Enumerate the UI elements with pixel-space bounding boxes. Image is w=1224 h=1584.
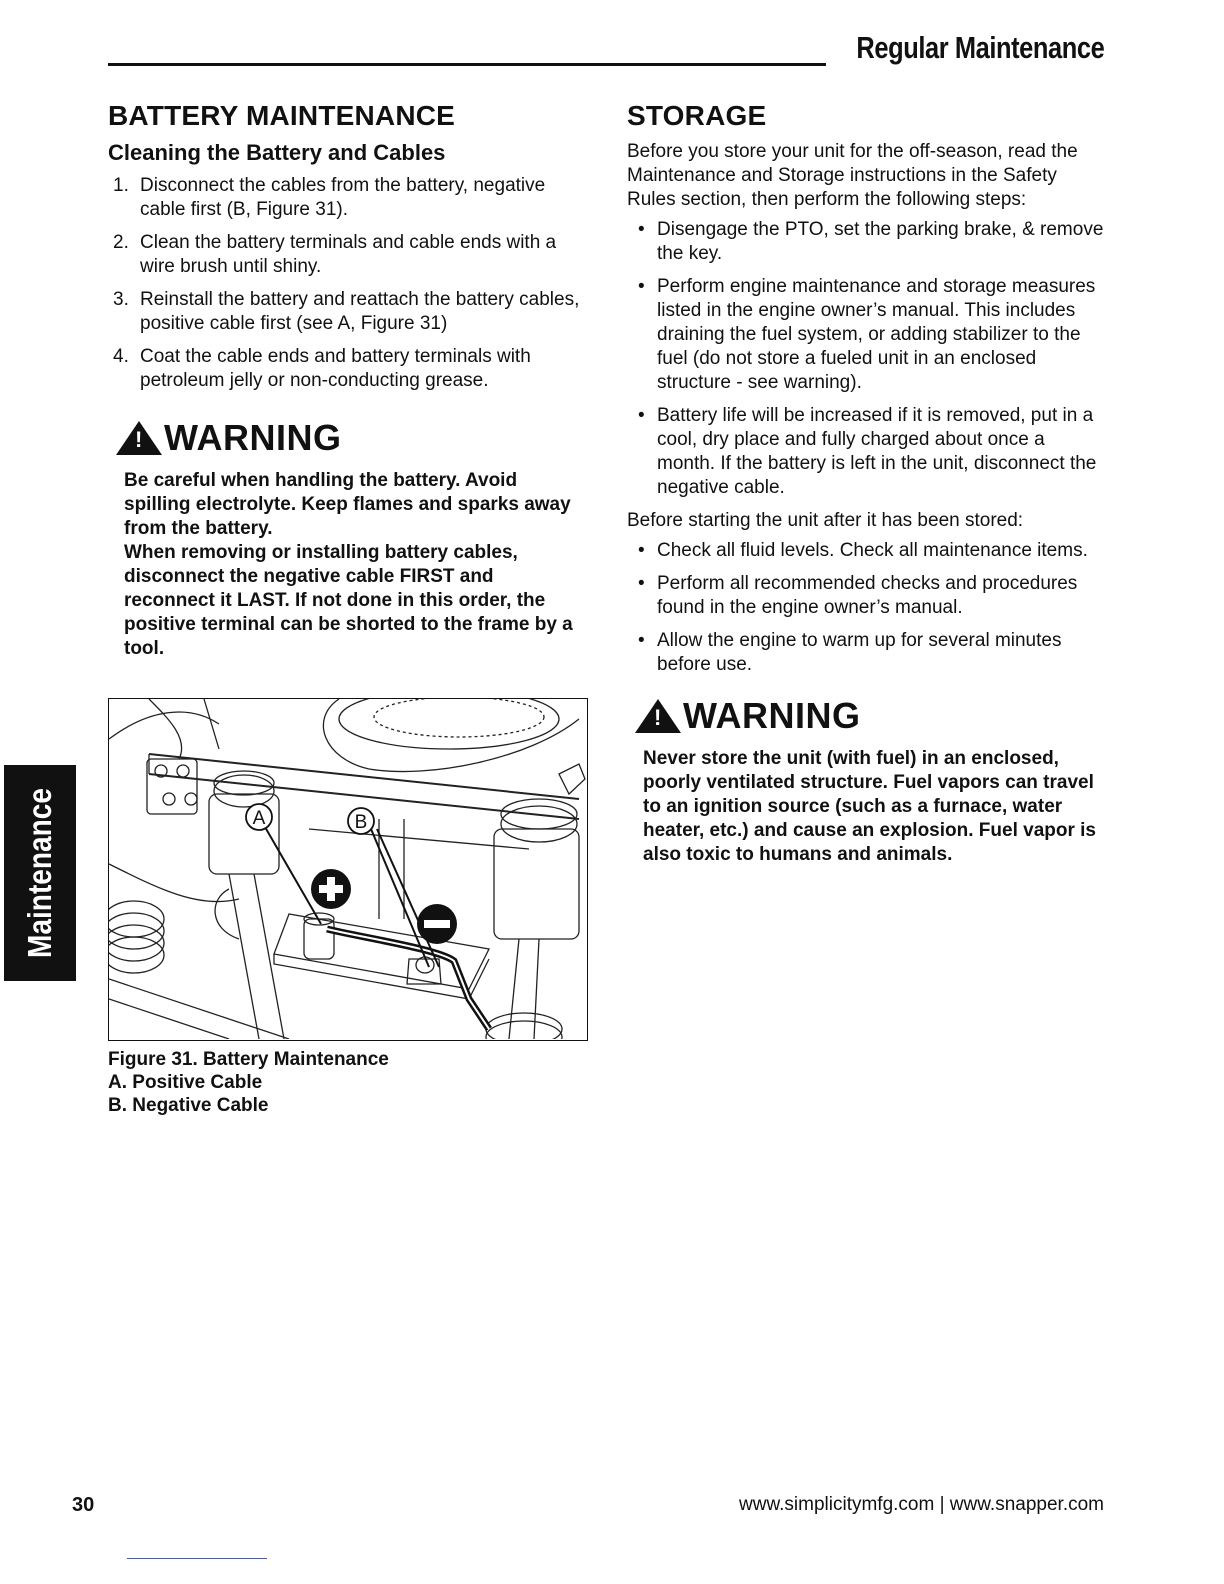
battery-heading: BATTERY MAINTENANCE	[108, 100, 456, 131]
list-item: 2. Clean the battery terminals and cable ends with a wire brush until shiny.	[113, 232, 557, 277]
list-item: 1. Disconnect the cables from the battery, negative cable first (B, Figure 31).	[113, 175, 546, 220]
battery-column	[108, 100, 588, 661]
battery-warning-text	[124, 469, 588, 661]
list-item: • Perform all recommended checks and procedures found in the engine owner’s manual.	[638, 573, 1078, 618]
section-side-tab	[4, 765, 76, 981]
list-item: 3. Reinstall the battery and reattach the battery cables, positive cable first (see A, Figure 31)	[113, 289, 580, 334]
page-header-title: Regular Maintenance	[856, 30, 1104, 65]
bottom-divider	[127, 1558, 267, 1559]
battery-illustration	[109, 699, 586, 1039]
list-item: 4. Coat the cable ends and battery terminals with petroleum jelly or non-conducting grease.	[113, 346, 531, 391]
storage-steps-list	[627, 218, 1107, 500]
cleaning-subheading: Cleaning the Battery and Cables	[108, 140, 446, 165]
figure-caption-a: A. Positive Cable	[108, 1072, 263, 1093]
list-item: • Disengage the PTO, set the parking brake, & remove the key.	[638, 219, 1104, 264]
footer-url: www.simplicitymfg.com | www.snapper.com	[739, 1494, 1104, 1515]
warning-triangle-icon: !	[635, 699, 681, 733]
warning-label: WARNING	[683, 695, 861, 736]
figure-caption-title: Figure 31. Battery Maintenance	[108, 1049, 389, 1070]
warning-paragraph: Be careful when handling the battery. Avoid spilling electrolyte. Keep flames and sparks away from the battery.	[124, 470, 571, 539]
list-item: • Perform engine maintenance and storage measures listed in the engine owner’s manual. This includes draining the fuel system, or adding stabilizer to the fuel (do not store a fueled unit in an enclosed structure - see warning).	[638, 276, 1096, 393]
warning-paragraph: When removing or installing battery cables, disconnect the negative cable FIRST and reconnect it LAST. If not done in this order, the positive terminal can be shorted to the frame by a tool.	[124, 542, 573, 659]
figure-caption-b: B. Negative Cable	[108, 1095, 269, 1116]
callout-a: A	[252, 808, 266, 829]
warning-triangle-icon: !	[116, 421, 162, 455]
storage-column	[627, 100, 1107, 867]
side-tab-label: Maintenance	[21, 788, 59, 958]
figure-caption	[108, 1048, 389, 1117]
after-storage-list	[627, 539, 1107, 677]
list-item: • Battery life will be increased if it is removed, put in a cool, dry place and fully charged about once a month. If the battery is left in the unit, disconnect the negative cable.	[638, 405, 1097, 498]
warning-label: WARNING	[164, 417, 342, 458]
list-item: • Check all fluid levels. Check all maintenance items.	[638, 540, 1088, 561]
callout-b: B	[354, 812, 368, 833]
after-storage-intro: Before starting the unit after it has been stored:	[627, 510, 1024, 531]
storage-warning-text	[643, 747, 1107, 867]
cleaning-steps-list	[108, 174, 588, 393]
battery-warning-header	[116, 417, 588, 459]
storage-intro: Before you store your unit for the off-season, read the Maintenance and Storage instructions in the Safety Rules section, then perform the following steps:	[627, 141, 1078, 210]
header-rule	[108, 63, 826, 66]
battery-figure	[108, 698, 588, 1041]
storage-warning-header	[635, 695, 1107, 737]
page-number: 30	[72, 1494, 95, 1516]
list-item: • Allow the engine to warm up for several minutes before use.	[638, 630, 1062, 675]
warning-paragraph: Never store the unit (with fuel) in an enclosed, poorly ventilated structure. Fuel vapors can travel to an ignition source (such as a furnace, water heater, etc.) and cause an explosion. Fuel vapor is also toxic to humans and animals.	[643, 748, 1096, 865]
storage-heading: STORAGE	[627, 100, 767, 131]
